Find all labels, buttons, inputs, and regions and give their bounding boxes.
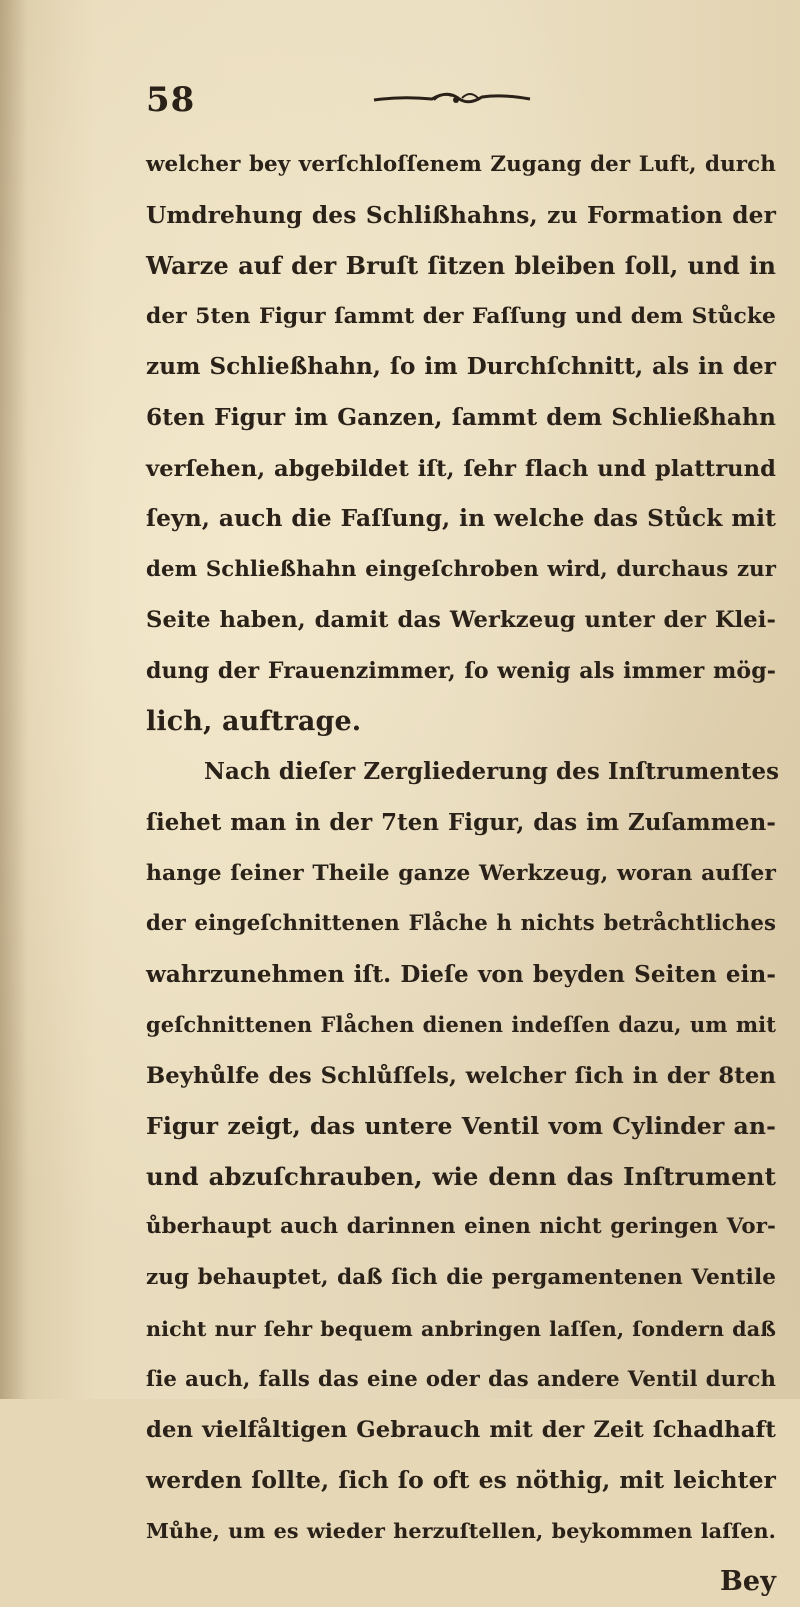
text-line-20: Figur zeigt, das untere Ventil vom Cylinder an-	[146, 1112, 776, 1141]
text-line-12: lich, auftrage.	[146, 705, 362, 737]
text-line-11: dung der Frauenzimmer, ſo wenig als immer mög-	[146, 657, 776, 684]
text-line-3: Warze auf der Bruſt ſitzen bleiben ſoll, und in	[146, 251, 776, 281]
text-line-5: zum Schließhahn, ſo im Durchſchnitt, als in der	[146, 353, 776, 381]
text-line-10: Seite haben, damit das Werkzeug unter der Klei-	[146, 607, 776, 634]
text-line-22: ůberhaupt auch darinnen einen nicht geringen Vor-	[146, 1214, 776, 1240]
text-line-2: Umdrehung des Schlißhahns, zu Formation der	[146, 201, 776, 229]
text-line-23: zug behauptet, daß ſich die pergamentenen Ventile	[146, 1265, 776, 1291]
text-line-8: ſeyn, auch die Faſſung, in welche das Stůck mit	[146, 505, 776, 533]
body-text	[146, 140, 780, 1607]
page-number: 58	[146, 80, 196, 120]
text-line-4: der 5ten Figur ſammt der Faſſung und dem Stůcke	[146, 303, 776, 329]
header-ornament	[372, 86, 532, 110]
text-line-18: geſchnittenen Flåchen dienen indeſſen dazu, um mit	[146, 1012, 776, 1038]
text-line-25: ſie auch, falls das eine oder das andere Ventil durch	[146, 1366, 776, 1392]
binding-gutter	[0, 0, 28, 1399]
text-line-21: und abzuſchrauben, wie denn das Inſtrument	[146, 1161, 776, 1191]
text-line-26: den vielfåltigen Gebrauch mit der Zeit ſchadhaft	[146, 1416, 776, 1443]
text-line-16: der eingeſchnittenen Flåche h nichts betråchtliches	[146, 910, 776, 936]
catchword: Bey	[720, 1565, 776, 1597]
text-line-1: welcher bey verſchloſſenem Zugang der Luft, durch	[146, 152, 776, 177]
text-line-6: 6ten Figur im Ganzen, ſammt dem Schließhahn	[146, 403, 776, 431]
text-line-24: nicht nur ſehr bequem anbringen laſſen, ſondern daß	[146, 1316, 776, 1341]
text-line-9: dem Schließhahn eingeſchroben wird, durchaus zur	[146, 556, 776, 582]
text-line-27: werden ſollte, ſich ſo oft es nöthig, mit leichter	[146, 1466, 776, 1495]
text-line-14: ſiehet man in der 7ten Figur, das im Zuſammen-	[146, 809, 776, 836]
text-line-19: Beyhůlfe des Schlůſſels, welcher ſich in der 8ten	[146, 1062, 776, 1089]
text-line-28: Můhe, um es wieder herzuſtellen, beykommen laſſen.	[146, 1519, 776, 1544]
text-line-13: Nach dieſer Zergliederung des Inſtrumentes	[204, 758, 780, 786]
text-line-7: verſehen, abgebildet iſt, ſehr flach und plattrund	[146, 455, 776, 482]
text-line-15: hange ſeiner Theile ganze Werkzeug, woran auſſer	[146, 860, 776, 887]
text-line-17: wahrzunehmen iſt. Dieſe von beyden Seiten ein-	[146, 960, 776, 988]
